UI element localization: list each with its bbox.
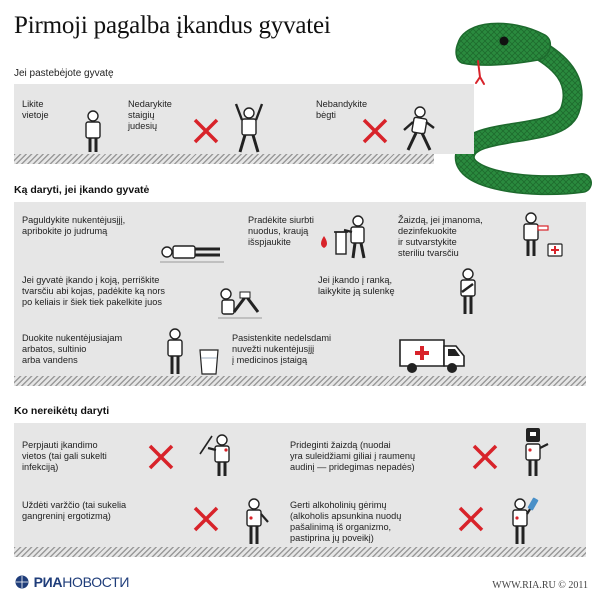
dont-burn-text: Prideginti žaizdą (nuodai yra suleidžiami giliai į raumenų audinį — pridegimas nepadės): [290, 440, 416, 472]
step-arm-bent-text: Jei įkando į ranką, laikykite ją sulenkę: [318, 275, 395, 296]
step-suck-venom-text: Pradėkite siurbti nuodus, kraują išspjaukite: [248, 215, 314, 247]
red-cross-icon: [458, 506, 484, 532]
globe-logo-icon: [14, 575, 30, 589]
dont-cut-text: Perpjauti įkandimo vietos (tai gali sukelti infekciją): [22, 440, 107, 472]
red-cross-icon: [193, 118, 219, 144]
person-lying-icon: [160, 240, 224, 266]
person-with-glass-icon: [164, 328, 224, 376]
person-arm-sling-icon: [455, 268, 481, 318]
step-lie-down-text: Paguldykite nukentėjusįjį, apribokite jo judrumą: [22, 215, 126, 236]
person-standing-icon: [82, 110, 104, 154]
blood-drop-icon: [321, 236, 327, 248]
ria-novosti-logo: [14, 574, 129, 590]
bandaged-person-icon: [520, 212, 564, 262]
venom-pump-icon: [318, 212, 372, 262]
ground-strip: [14, 376, 586, 386]
person-with-knife-icon: [196, 428, 240, 478]
red-cross-icon: [148, 444, 174, 470]
step-hospital-text: Pasistenkite nedelsdami nuvežti nukentėjusįjį į medicinos įstaigą: [232, 333, 332, 365]
red-cross-icon: [362, 118, 388, 144]
red-cross-icon: [193, 506, 219, 532]
ground-strip: [14, 547, 586, 557]
ground-strip: [14, 154, 434, 164]
step-no-run-text: Nebandykite bėgti: [316, 99, 368, 120]
person-tourniquet-icon: [240, 498, 272, 548]
copyright-credit: WWW.RIA.RU © 2011: [492, 580, 588, 591]
step-stay-text: Likite vietoje: [22, 99, 49, 120]
person-drinking-icon: [508, 496, 542, 548]
step-give-drinks-text: Duokite nukentėjusiajam arbatos, sultinio arba vandens: [22, 333, 123, 365]
glass-icon: [200, 350, 218, 374]
knife-icon: [200, 436, 212, 454]
page-title: Pirmoji pagalba įkandus gyvatei: [14, 12, 331, 39]
step-disinfect-text: Žaizdą, jei įmanoma, dezinfekuokite ir sutvarstykite steriliu tvarsčiu: [398, 215, 483, 258]
person-waving-icon: [232, 100, 266, 154]
red-cross-icon: [472, 444, 498, 470]
section-seen-header: Jei pastebėjote gyvatę: [14, 68, 114, 79]
snake-eye: [500, 37, 509, 46]
step-no-sudden-text: Nedarykite staigių judesių: [128, 99, 172, 131]
logo-suffix: НОВОСТИ: [62, 574, 130, 590]
dont-tourniquet-text: Uždėti varžčio (tai sukelia gangreninį ergotizmą): [22, 500, 127, 521]
logo-prefix: РИА: [33, 574, 63, 590]
ambulance-icon: [398, 330, 468, 376]
person-running-icon: [398, 106, 438, 154]
dont-alcohol-text: Gerti alkoholinių gėrimų (alkoholis apsunkina nuodų pašalinimą iš organizmo, pastiprina jų poveikį): [290, 500, 402, 543]
section-bitten-header: Ką daryti, jei įkando gyvatė: [14, 184, 150, 196]
person-with-torch-icon: [520, 426, 552, 478]
person-sitting-legs-raised-icon: [218, 282, 262, 322]
step-leg-bandage-text: Jei gyvatė įkando į koją, perriškite tvarsčiu abi kojas, padėkite ką nors po keliais ir šiek tiek pakelkite juos: [22, 275, 165, 307]
section-dont-header: Ko nereikėtų daryti: [14, 405, 110, 417]
